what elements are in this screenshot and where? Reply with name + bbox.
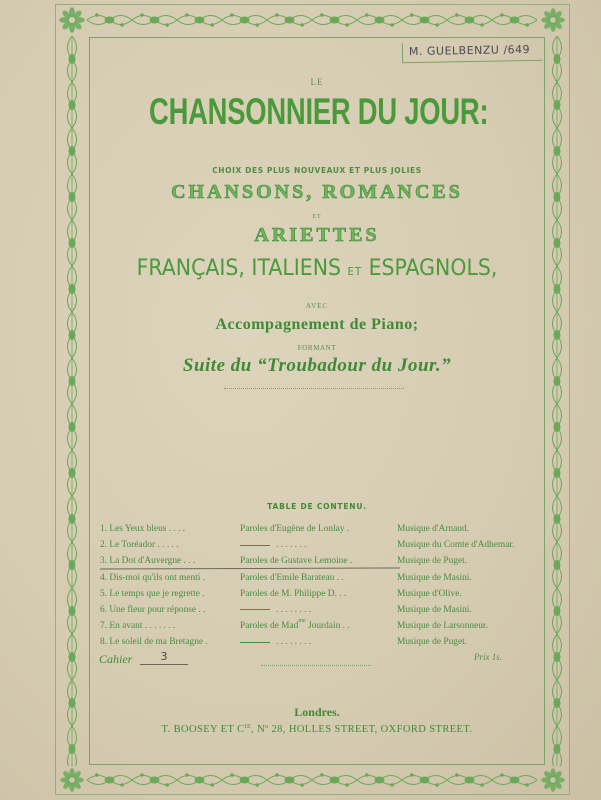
publisher-address [90,724,544,735]
leaf-bud [465,17,475,24]
floral-border-bottom [57,767,568,794]
lyricist-prefix: Paroles de Mad [240,621,299,632]
leaf-bud [105,777,115,784]
lyricist-sup: me [298,618,306,625]
berry [210,23,214,27]
floral-border-right-ornament [547,36,568,766]
address-mid: , N [251,724,266,735]
leaf-bud [150,17,160,24]
berry [345,23,349,27]
subtitle-accompagnement: Accompagnement de Piano; [215,316,419,333]
ditto-dash [240,545,270,546]
berry [365,13,369,17]
berry [165,783,169,787]
berry [345,783,349,787]
subtitle-chansons: CHANSONS, ROMANCES [171,181,463,203]
dotted-divider [224,388,404,389]
berry [300,783,304,787]
floral-border-top-ornament [57,6,568,35]
toc-row [100,602,540,618]
berry [410,773,414,777]
languages-et: ET [347,265,363,278]
leaf-bud [465,777,475,784]
address-sup: IE [244,724,252,730]
berry [120,23,124,27]
leaf-bud [240,17,250,24]
price: Prix 1s. [474,652,502,662]
leaf-bud [375,777,385,784]
toc-row [100,586,540,602]
lyricist-dots: . . . . . . . . [276,637,312,648]
berry [320,773,324,777]
berry [500,773,504,777]
leaf-bud [510,777,520,784]
song-title: 1. Les Yeux bleus . . . . [100,524,186,534]
song-title: 2. Le Toréador . . . . . [100,540,179,551]
subtitle-ariettes: ARIETTES [254,224,380,246]
table-of-contents [100,521,540,651]
rosette-center [549,16,556,23]
lyricist: Paroles de M. Philippe D. . . [240,588,347,599]
subtitle-suite: Suite du “Troubadour du Jour.” [182,355,452,376]
rosette-center [68,16,76,24]
berry [300,23,304,27]
berry [320,13,324,17]
berry [455,773,459,777]
song-title: 5. Le temps que je regrette . [100,588,205,599]
toc-row [100,537,540,553]
subtitle-languages [106,256,528,281]
lyricist-dots: . . . . . . . [276,540,307,551]
rosette-center [549,776,556,783]
toc-row [100,618,540,634]
berry [435,783,439,787]
address-prefix: T. BOOSEY ET C [161,724,245,735]
berry [95,13,99,17]
lyricist [240,618,350,634]
lyricist-suffix: Jourdain . . [305,621,350,632]
lyricist-dots: . . . . . . . . [276,604,312,615]
song-title: 6. Une fleur pour réponse . . [100,604,206,615]
berry [435,23,439,27]
cahier-number: 3 [140,650,188,665]
languages-part-b: ESPAGNOLS, [368,256,498,281]
composer: Musique de Masini. [397,604,472,615]
berry [210,783,214,787]
berry [140,773,144,777]
leaf-bud [330,17,340,24]
berry [455,13,459,17]
leaf-bud [330,777,340,784]
floral-border-left [58,36,87,766]
subtitle-formant: FORMANT [297,344,337,352]
leaf-bud [510,17,520,24]
song-title: 3. La Dot d'Auvergne . . . [100,556,196,567]
catalog-mark: M. GUELBENZU /649 [402,41,542,63]
berry [255,783,259,787]
berry [390,23,394,27]
composer: Musique de Masini. [397,572,472,583]
berry [480,23,484,27]
song-title: 7. En avant . . . . . . . [100,621,176,632]
subtitle-et: ET [312,214,322,220]
berry [165,23,169,27]
address-sup2: o [265,724,269,730]
cahier-label: Cahier [99,652,133,666]
berry [500,13,504,17]
leaf-bud [420,17,430,24]
berry [275,13,279,17]
berry [140,13,144,17]
composer: Musique d'Arnaud. [397,524,469,534]
song-title: 4. Dis-moi qu'ils ont menti . [100,572,206,583]
ditto-dash [240,642,270,643]
berry [230,773,234,777]
toc-row [100,521,540,537]
berry [525,783,529,787]
toc-row-underlined [100,553,540,569]
publisher-city: Londres. [294,705,340,719]
toc-heading: TABLE DE CONTENU. [267,502,367,511]
leaf-bud [375,17,385,24]
toc-row [100,570,540,586]
floral-border-bottom-ornament [57,767,568,794]
address-suffix: 28, HOLLES STREET, OXFORD STREET. [268,724,473,735]
subtitle-avec: AVEC [305,302,329,310]
leaf-bud [420,777,430,784]
leaf-bud [150,777,160,784]
lyricist: Paroles d'Eugène de Lonlay . [240,524,350,534]
song-title: 8. Le soleil de ma Bretagne . [100,637,208,648]
toc-row [100,634,540,650]
languages-part-a: FRANÇAIS, ITALIENS [136,256,342,281]
lyricist: Paroles d'Emile Barateau . . [240,572,344,583]
berry [525,23,529,27]
composer: Musique de Larsonneur. [397,621,488,632]
lyricist-ditto [240,602,311,618]
berry [480,783,484,787]
floral-border-top [57,6,568,35]
composer: Musique du Comte d'Adhemar. [397,540,515,551]
lyricist-ditto [240,537,306,553]
leaf-bud [285,17,295,24]
title-article: LE [310,77,324,87]
berry [365,773,369,777]
berry [410,13,414,17]
leaf-bud [240,777,250,784]
floral-border-right [547,36,568,766]
ditto-dash [240,609,270,610]
berry [230,13,234,17]
berry [185,773,189,777]
berry [255,23,259,27]
leaf-bud [195,17,205,24]
berry [95,773,99,777]
floral-border-left-ornament [58,36,87,766]
berry [120,783,124,787]
main-title: CHANSONNIER DU JOUR: [149,91,489,132]
leaf-bud [105,17,115,24]
leaf-bud [195,777,205,784]
composer: Musique de Puget. [397,556,468,567]
berry [275,773,279,777]
berry [185,13,189,17]
berry [390,783,394,787]
composer: Musique d'Olive. [397,588,462,599]
lyricist: Paroles de Gustave Lemoine . [240,556,353,567]
composer: Musique de Puget. [397,637,468,648]
leaf-bud [285,777,295,784]
subtitle-choix: CHOIX DES PLUS NOUVEAUX ET PLUS JOLIES [212,166,422,175]
rosette-center [68,776,75,783]
lyricist-ditto [240,634,311,650]
dotted-divider-footer [261,665,371,666]
cover-content [90,38,544,764]
